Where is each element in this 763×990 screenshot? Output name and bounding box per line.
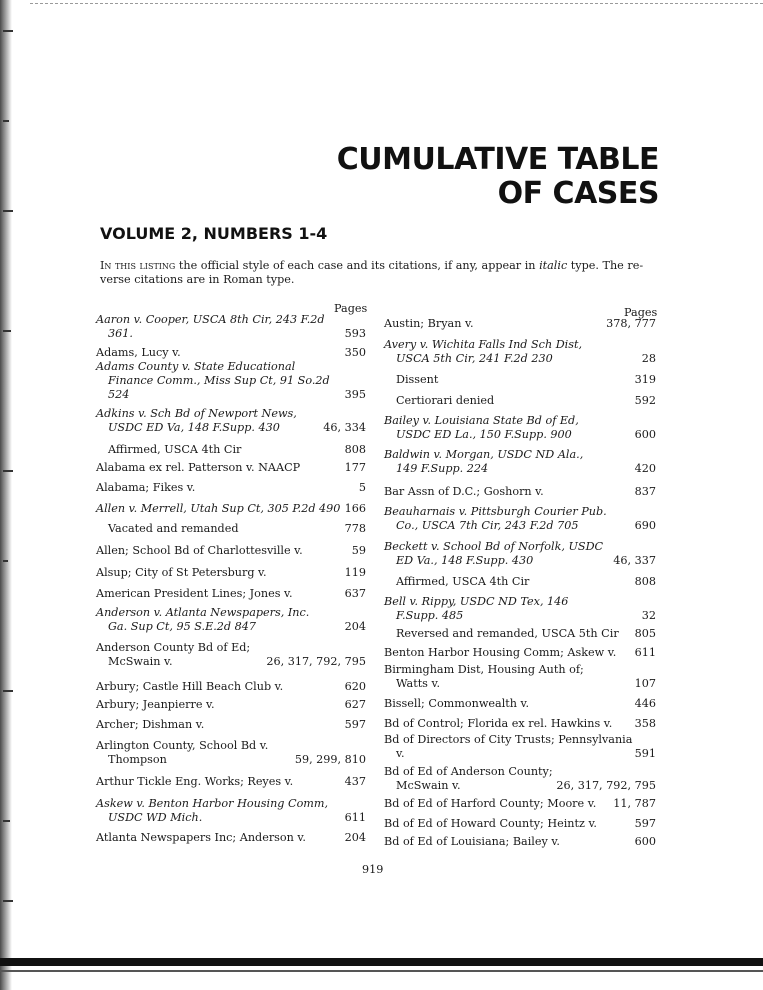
left-pages-header: Pages — [334, 302, 368, 315]
case-entry-text: Alabama ex rel. Patterson v. NAACP — [96, 461, 301, 474]
case-entry-pages: 637 — [344, 587, 366, 600]
case-entry — [384, 663, 656, 691]
intro-paragraph — [100, 259, 664, 287]
case-entry-pages: 177 — [344, 461, 366, 474]
case-entry — [384, 317, 656, 331]
case-entry-text: Reversed and remanded, USCA 5th Cir — [396, 627, 619, 640]
title-line-1: CUMULATIVE TABLE — [336, 142, 659, 177]
right-pages-header: Pages — [624, 306, 658, 319]
page-title — [337, 143, 659, 211]
page-number: 919 — [362, 863, 384, 876]
volume-heading: VOLUME 2, NUMBERS 1-4 — [100, 224, 328, 243]
case-entry — [96, 544, 366, 558]
case-entry-text: Arbury; Jeanpierre v. — [96, 698, 215, 711]
case-entry-text: Bd of Ed of Louisiana; Bailey v. — [384, 835, 560, 848]
case-entry-pages: 437 — [344, 775, 366, 788]
case-entry — [384, 797, 656, 811]
binding-edge — [0, 0, 28, 990]
case-entry — [96, 346, 366, 360]
case-entry — [384, 394, 656, 408]
case-entry — [384, 575, 656, 589]
case-entry-pages: 11, 787 — [613, 797, 656, 810]
case-entry-text: v. — [396, 747, 405, 760]
case-entry-text: 361. — [108, 327, 133, 340]
case-entry — [96, 443, 366, 457]
case-entry-pages: 611 — [634, 646, 656, 659]
case-entry-pages: 627 — [344, 698, 366, 711]
case-entry-pages: 805 — [634, 627, 656, 640]
case-entry — [96, 587, 366, 601]
case-entry-text: Beauharnais v. Pittsburgh Courier Pub. — [384, 505, 607, 518]
case-entry — [96, 461, 366, 475]
case-entry-pages: 319 — [634, 373, 656, 386]
case-entry-text: Archer; Dishman v. — [96, 718, 205, 731]
case-entry — [384, 835, 656, 849]
intro-text-1: the official style of each case and its citations, if any, appear in — [175, 259, 540, 272]
case-entry-pages: 600 — [634, 835, 656, 848]
case-entry — [384, 733, 656, 761]
case-entry-text: Ga. Sup Ct, 95 S.E.2d 847 — [108, 620, 256, 633]
case-entry-pages: 611 — [344, 811, 366, 824]
case-entry-text: Bd of Directors of City Trusts; Pennsylvania — [384, 733, 633, 746]
case-entry-text: Anderson v. Atlanta Newspapers, Inc. — [96, 606, 310, 619]
case-entry-text: Beckett v. School Bd of Norfolk, USDC — [384, 540, 604, 553]
case-entry-text: Askew v. Benton Harbor Housing Comm, — [96, 797, 329, 810]
case-entry-pages: 597 — [634, 817, 656, 830]
case-entry-text: Dissent — [396, 373, 439, 386]
case-entry-text: USCA 5th Cir, 241 F.2d 230 — [396, 352, 553, 365]
case-entry — [96, 522, 366, 536]
case-entry-text: ED Va., 148 F.Supp. 430 — [396, 554, 534, 567]
case-entry-text: Thompson — [108, 753, 167, 766]
case-entry-text: Alabama; Fikes v. — [96, 481, 196, 494]
case-entry — [384, 448, 656, 476]
case-entry-text: Anderson County Bd of Ed; — [96, 641, 251, 654]
case-entry-pages: 204 — [344, 620, 366, 633]
case-entry — [96, 566, 366, 580]
case-entry-text: USDC WD Mich. — [108, 811, 203, 824]
case-entry — [96, 360, 366, 402]
case-entry — [384, 505, 656, 533]
case-entry-text: Vacated and remanded — [108, 522, 239, 535]
case-entry-text: Alsup; City of St Petersburg v. — [96, 566, 267, 579]
case-entry-pages: 350 — [344, 346, 366, 359]
case-entry-text: Affirmed, USCA 4th Cir — [396, 575, 530, 588]
scan-bottom-line — [0, 970, 763, 972]
case-entry — [384, 817, 656, 831]
scan-bottom-band — [0, 958, 763, 966]
case-entry-text: Allen; School Bd of Charlottesville v. — [96, 544, 303, 557]
case-entry-pages: 597 — [344, 718, 366, 731]
case-entry — [96, 831, 366, 845]
case-entry-text: Bar Assn of D.C.; Goshorn v. — [384, 485, 544, 498]
intro-text-line-2: verse citations are in Roman type. — [100, 273, 295, 286]
case-entry-pages: 420 — [634, 462, 656, 475]
case-entry-pages: 32 — [641, 609, 656, 622]
case-entry — [96, 797, 366, 825]
case-entry — [384, 595, 656, 623]
case-entry-pages: 592 — [634, 394, 656, 407]
case-entry-text: Affirmed, USCA 4th Cir — [108, 443, 242, 456]
case-entry — [384, 485, 656, 499]
case-entry-text: McSwain v. — [396, 779, 461, 792]
case-entry-pages: 26, 317, 792, 795 — [556, 779, 656, 792]
case-entry — [384, 765, 656, 793]
case-entry-text: 149 F.Supp. 224 — [396, 462, 489, 475]
case-entry — [96, 718, 366, 732]
case-entry-text: Atlanta Newspapers Inc; Anderson v. — [96, 831, 306, 844]
case-entry-pages: 5 — [358, 481, 366, 494]
case-entry-text: Adams, Lucy v. — [96, 346, 181, 359]
case-entry — [96, 606, 366, 634]
case-entry-text: Aaron v. Cooper, USCA 8th Cir, 243 F.2d — [96, 313, 325, 326]
case-entry-text: Bd of Ed of Harford County; Moore v. — [384, 797, 597, 810]
case-entry-text: Arbury; Castle Hill Beach Club v. — [96, 680, 284, 693]
case-entry-pages: 808 — [344, 443, 366, 456]
case-entry — [96, 641, 366, 669]
case-entry-pages: 46, 334 — [323, 421, 366, 434]
case-entry — [96, 313, 366, 341]
case-entry-text: Bd of Ed of Howard County; Heintz v. — [384, 817, 597, 830]
case-entry-text: Arthur Tickle Eng. Works; Reyes v. — [96, 775, 294, 788]
case-entry-text: Adams County v. State Educational — [96, 360, 296, 373]
case-entry-pages: 837 — [634, 485, 656, 498]
intro-text-2: type. The re- — [567, 259, 644, 272]
case-entry-text: Bd of Control; Florida ex rel. Hawkins v. — [384, 717, 613, 730]
case-entry — [96, 481, 366, 495]
case-entry-text: Watts v. — [396, 677, 441, 690]
case-entry — [96, 775, 366, 789]
title-line-2: OF CASES — [497, 176, 659, 211]
case-entry-text: Bissell; Commonwealth v. — [384, 697, 530, 710]
case-entry-text: Finance Comm., Miss Sup Ct, 91 So.2d — [108, 374, 330, 387]
case-entry-text: Adkins v. Sch Bd of Newport News, — [96, 407, 297, 420]
case-entry — [384, 717, 656, 731]
case-entry — [96, 680, 366, 694]
case-entry-text: Arlington County, School Bd v. — [96, 739, 269, 752]
case-entry-text: Baldwin v. Morgan, USDC ND Ala., — [384, 448, 584, 461]
case-entry-text: McSwain v. — [108, 655, 173, 668]
case-entry — [96, 739, 366, 767]
case-entry-pages: 59, 299, 810 — [294, 753, 366, 766]
case-entry — [96, 502, 366, 516]
case-entry-text: 524 — [108, 388, 130, 401]
case-entry — [384, 338, 656, 366]
case-entry-pages: 395 — [344, 388, 366, 401]
case-entry-pages: 808 — [634, 575, 656, 588]
case-entry-pages: 119 — [344, 566, 366, 579]
case-entry-text: Bell v. Rippy, USDC ND Tex, 146 — [384, 595, 569, 608]
case-entry — [384, 627, 656, 641]
case-entry-text: Co., USCA 7th Cir, 243 F.2d 705 — [396, 519, 579, 532]
case-entry-text: F.Supp. 485 — [396, 609, 464, 622]
case-entry-pages: 378, 777 — [606, 317, 656, 330]
case-entry — [384, 373, 656, 387]
case-entry-pages: 690 — [634, 519, 656, 532]
case-entry — [96, 698, 366, 712]
case-entry — [384, 697, 656, 711]
intro-lead: In this listing — [100, 259, 176, 272]
case-entry-text: Certiorari denied — [396, 394, 495, 407]
case-entry-pages: 46, 337 — [613, 554, 656, 567]
case-entry — [96, 407, 366, 435]
case-entry-pages: 620 — [344, 680, 366, 693]
case-entry-text: Birmingham Dist, Housing Auth of; — [384, 663, 584, 676]
case-entry-text: Avery v. Wichita Falls Ind Sch Dist, — [384, 338, 583, 351]
case-entry-pages: 593 — [344, 327, 366, 340]
case-entry-pages: 204 — [344, 831, 366, 844]
case-entry-pages: 358 — [634, 717, 656, 730]
case-entry-pages: 591 — [634, 747, 656, 760]
case-entry — [384, 646, 656, 660]
case-entry — [384, 414, 656, 442]
case-entry-text: Austin; Bryan v. — [384, 317, 474, 330]
page-edge-line — [0, 3, 763, 4]
case-entry-pages: 166 — [344, 502, 366, 515]
case-entry-text: USDC ED La., 150 F.Supp. 900 — [396, 428, 572, 441]
case-entry-pages: 59 — [351, 544, 366, 557]
case-entry-text: Bailey v. Louisiana State Bd of Ed, — [384, 414, 579, 427]
case-entry-text: Allen v. Merrell, Utah Sup Ct, 305 P.2d 490 — [96, 502, 341, 515]
case-entry-pages: 107 — [634, 677, 656, 690]
case-entry-text: Benton Harbor Housing Comm; Askew v. — [384, 646, 617, 659]
case-entry-pages: 26, 317, 792, 795 — [266, 655, 366, 668]
case-entry-pages: 600 — [634, 428, 656, 441]
case-entry-pages: 28 — [641, 352, 656, 365]
intro-italic-word: italic — [539, 259, 568, 272]
case-entry-text: Bd of Ed of Anderson County; — [384, 765, 553, 778]
case-entry-pages: 446 — [634, 697, 656, 710]
case-entry-pages: 778 — [344, 522, 366, 535]
case-entry-text: American President Lines; Jones v. — [96, 587, 293, 600]
case-entry-text: USDC ED Va, 148 F.Supp. 430 — [108, 421, 280, 434]
case-entry — [384, 540, 656, 568]
